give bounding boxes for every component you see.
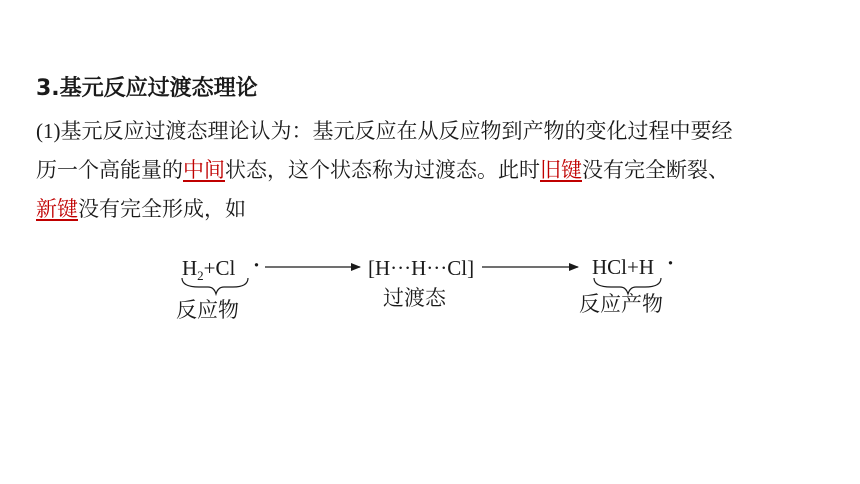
section-heading: 3.基元反应过渡态理论 (36, 76, 258, 101)
answer-blank-new-bond: 新键 (36, 197, 78, 221)
products-formula: HCl+H (592, 255, 655, 279)
reactants-label: 反应物 (176, 298, 239, 322)
products-label: 反应产物 (579, 292, 663, 316)
reactants-brace (182, 278, 248, 294)
answer-blank-intermediate: 中间 (183, 158, 225, 182)
products-radical-dot: · (667, 251, 675, 275)
answer-blank-old-bond: 旧键 (540, 158, 582, 182)
line2-pre-text: 历一个高能量的 (36, 158, 183, 182)
line1-text: 基元反应过渡态理论认为：基元反应在从反应物到产物的变化过程中要经 (60, 119, 733, 143)
transition-state-label: 过渡态 (383, 286, 446, 310)
reactants-h: H (182, 256, 198, 280)
reactants-subscript: 2 (197, 268, 204, 283)
item-number: (1) (36, 119, 61, 143)
reactants-radical-dot: · (253, 253, 261, 277)
line2-post-text: 没有完全断裂、 (582, 158, 729, 182)
line2-mid-text: 状态，这个状态称为过渡态。此时 (225, 158, 540, 182)
transition-state-formula: [H···H···Cl] (368, 256, 475, 280)
line3-post-text: 没有完全形成，如 (78, 197, 246, 221)
reactants-rest: +Cl (203, 256, 236, 280)
reactants-formula (182, 256, 236, 283)
